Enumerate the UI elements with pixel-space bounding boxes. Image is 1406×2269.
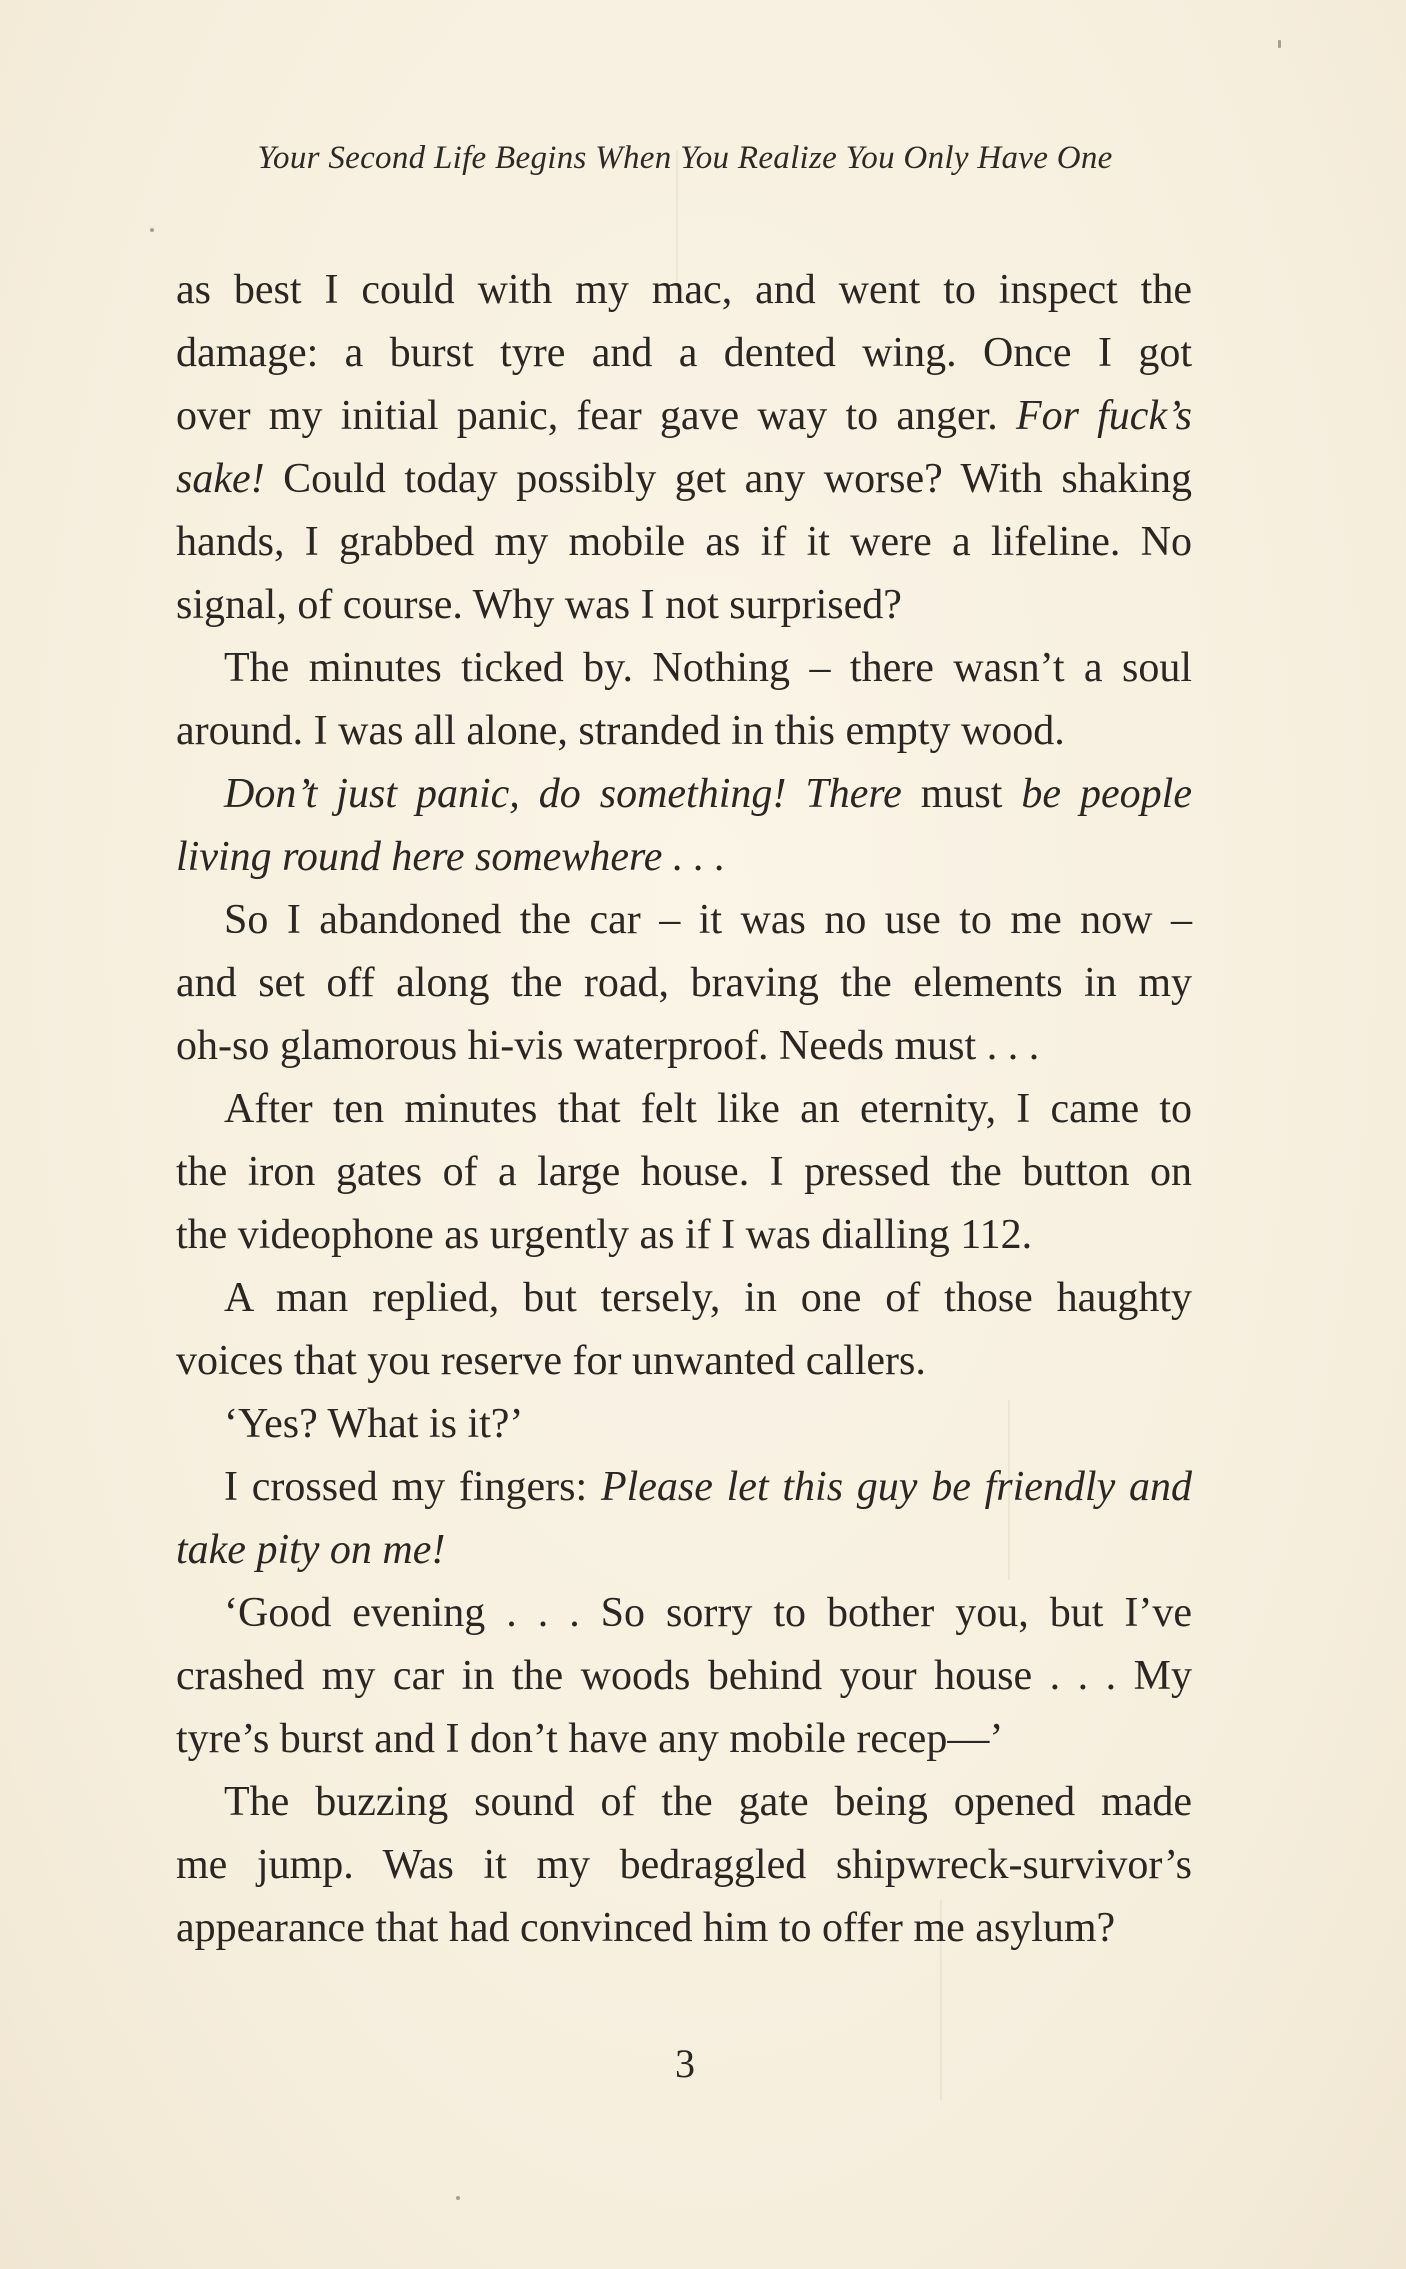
text-line (176, 1078, 1192, 1141)
text-run: around. I was all alone, stranded in this empty wood. (176, 708, 1065, 754)
text-run: hands, I grabbed my mobile as if it were a lifeline. No (176, 519, 1192, 565)
text-line (176, 1582, 1192, 1645)
paragraph (176, 1393, 1192, 1456)
text-line (176, 637, 1192, 700)
text-line (176, 448, 1192, 511)
paragraph (176, 1456, 1192, 1582)
text-run: over my initial panic, fear gave way to anger. (176, 393, 1016, 439)
text-run: damage: a burst tyre and a dented wing. Once I got (176, 330, 1192, 376)
text-line (176, 952, 1192, 1015)
text-run: The minutes ticked by. Nothing – there wasn’t a soul (224, 645, 1192, 691)
text-line (176, 700, 1192, 763)
paper-speck (456, 2196, 460, 2200)
paper-speck (150, 228, 154, 232)
text-line (176, 1330, 1192, 1393)
italic-text: For fuck’s (1015, 393, 1192, 439)
text-run: the videophone as urgently as if I was dialling 112. (176, 1212, 1033, 1258)
paper-speck (1278, 40, 1281, 48)
text-run: me jump. Was it my bedraggled shipwreck-survivor’s (176, 1842, 1192, 1888)
text-line (176, 1897, 1192, 1960)
text-line (176, 889, 1192, 952)
italic-text: take pity on me! (176, 1527, 446, 1573)
italic-text: Please let this guy be friendly and (600, 1464, 1192, 1510)
text-line (176, 826, 1192, 889)
text-line (176, 1708, 1192, 1771)
paragraph (176, 637, 1192, 763)
paragraph (176, 1078, 1192, 1267)
text-run: I crossed my fingers: (224, 1464, 601, 1510)
text-run: Could today possibly get any worse? With shaking (264, 456, 1192, 502)
text-line (176, 322, 1192, 385)
paragraph (176, 1582, 1192, 1771)
page-number: 3 (675, 2041, 695, 2086)
running-head: Your Second Life Begins When You Realize You Only Have One (257, 140, 1113, 176)
text-run: The buzzing sound of the gate being opened made (224, 1779, 1192, 1825)
text-run: the iron gates of a large house. I pressed the button on (176, 1149, 1192, 1195)
text-run: A man replied, but tersely, in one of those haughty (224, 1275, 1192, 1321)
text-run: After ten minutes that felt like an eternity, I came to (224, 1086, 1192, 1132)
text-run: crashed my car in the woods behind your house . . . My (176, 1653, 1192, 1699)
italic-text: Don’t just panic, do something! There (224, 771, 902, 817)
text-run: oh-so glamorous hi-vis waterproof. Needs must . . . (176, 1023, 1040, 1069)
text-line (176, 1519, 1192, 1582)
text-line (176, 1834, 1192, 1897)
italic-text: sake! (176, 456, 265, 502)
text-line (176, 1267, 1192, 1330)
text-line (176, 511, 1192, 574)
text-run: signal, of course. Why was I not surprised? (176, 582, 902, 628)
text-run: ‘Good evening . . . So sorry to bother you, but I’ve (224, 1590, 1192, 1636)
text-line (176, 1771, 1192, 1834)
text-run: ‘Yes? What is it?’ (224, 1401, 524, 1447)
text-line (176, 259, 1192, 322)
text-run: and set off along the road, braving the elements in my (176, 960, 1192, 1006)
paragraph (176, 259, 1192, 637)
text-run: appearance that had convinced him to offer me asylum? (176, 1905, 1116, 1951)
italic-text: be people (1021, 771, 1192, 817)
text-line (176, 1204, 1192, 1267)
text-line (176, 763, 1192, 826)
paragraph (176, 1267, 1192, 1393)
text-line (176, 1393, 1192, 1456)
text-line (176, 385, 1192, 448)
text-line (176, 1141, 1192, 1204)
text-line (176, 1456, 1192, 1519)
italic-text: living round here somewhere . . . (176, 834, 726, 880)
text-line (176, 1645, 1192, 1708)
paragraph (176, 763, 1192, 889)
text-line (176, 1015, 1192, 1078)
paragraph (176, 1771, 1192, 1960)
text-run: as best I could with my mac, and went to inspect the (176, 267, 1192, 313)
text-run: So I abandoned the car – it was no use to me now – (224, 897, 1192, 943)
paragraph (176, 889, 1192, 1078)
text-line (176, 574, 1192, 637)
text-run: voices that you reserve for unwanted callers. (176, 1338, 926, 1384)
text-run: tyre’s burst and I don’t have any mobile recep—’ (176, 1716, 1004, 1762)
body-text (176, 259, 1192, 1960)
text-run: must (901, 771, 1022, 817)
